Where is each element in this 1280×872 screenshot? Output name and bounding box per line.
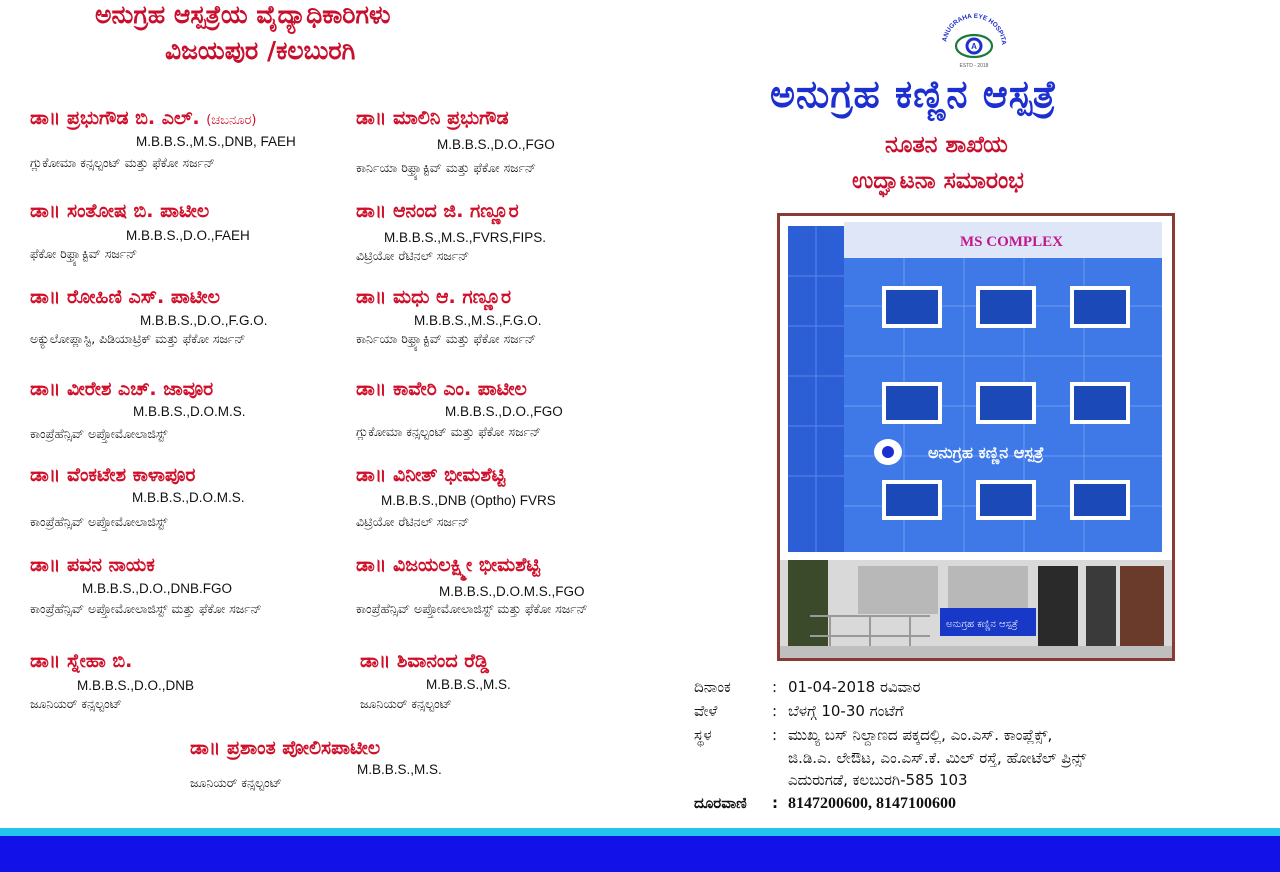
hospital-logo [940,10,1008,70]
doctor-degree: M.B.B.S.,M.S. [357,762,442,777]
doctor-name: ಡಾ॥ ವೀರೇಶ ಎಚ್. ಜಾವೂರ [30,378,214,400]
doctor-note: (ಚಬನೂರ) [206,113,257,128]
doctor-role: ಕಾಂಪ್ರೆಹೆನ್ಸಿವ್ ಅಪ್ತೋಮೋಲಾಜಿಸ್ಟ್ ಮತ್ತು ಫೆಕೋ ಸರ್ಜನ್ [356,601,588,616]
staff-heading: ಅನುಗ್ರಹ ಆಸ್ಪತ್ರೆಯ ವೈದ್ಯಾಧಿಕಾರಿಗಳು [95,0,391,29]
doctor-role: ಕಾಂಪ್ರೆಹೆನ್ಸಿವ್ ಅಪ್ತೋಮೋಲಾಜಿಸ್ಟ್ [30,514,168,529]
doctor-role: ಫೆಕೋ ರಿಫ್ರ್ಯಾಕ್ಟಿವ್ ಸರ್ಜನ್ [30,246,138,261]
doctor-role: ಗ್ಲುಕೋಮಾ ಕನ್ಸಲ್ಟಂಟ್ ಮತ್ತು ಫೆಕೋ ಸರ್ಜನ್ [356,424,541,439]
ground-hospital-sign: ಅನುಗ್ರಹ ಕಣ್ಣಿನ ಆಸ್ಪತ್ರೆ [946,619,1018,630]
ms-complex-sign: MS COMPLEX [960,234,1063,250]
svg-text:A: A [971,42,977,51]
doctor-degree: M.B.B.S.,M.S.,DNB, FAEH [136,134,296,149]
doctor-degree: M.B.B.S.,DNB (Optho) FVRS [381,493,556,508]
doctor-entry [356,554,588,616]
new-branch-title: ನೂತನ ಶಾಖೆಯ [885,132,1008,158]
doctor-name: ಡಾ॥ ವೆಂಕಟೇಶ ಕಾಳಾಪೂರ [30,464,196,486]
doctor-entry [360,650,511,711]
doctor-name: ಡಾ॥ ಆನಂದ ಜಿ. ಗಣ್ಣೂರ [356,200,519,222]
doctor-name: ಡಾ॥ ಪ್ರಭುಗೌಡ ಬಿ. ಎಲ್. (ಚಬನೂರ) [30,107,257,129]
doctor-degree: M.B.B.S.,D.O.,DNB.FGO [82,581,233,596]
doctor-degree: M.B.B.S.,D.O.,DNB [77,678,195,693]
hospital-name: ಅನುಗ್ರಹ ಕಣ್ಣಿನ ಆಸ್ಪತ್ರೆ [770,72,1058,116]
time-label: ವೇಳೆ [694,702,718,720]
doctor-role: ಜೂನಿಯರ್ ಕನ್ಸಲ್ಟಂಟ್ [190,775,282,790]
doctor-entry [30,554,262,616]
doctor-degree: M.B.B.S.,M.S.,F.G.O. [414,313,542,328]
doctor-degree: M.B.B.S.,D.O.M.S. [133,404,246,419]
doctor-entry [30,107,296,170]
doctor-role: ಕಾರ್ನಿಯಾ ರಿಫ್ರ್ಯಾಕ್ಟಿವ್ ಮತ್ತು ಫೆಕೋ ಸರ್ಜನ್ [356,331,537,346]
doctor-name: ಡಾ॥ ರೋಹಿಣಿ ಎಸ್. ಪಾಟೀಲ [30,286,220,308]
doctor-role: ಕಾರ್ನಿಯಾ ರಿಫ್ರ್ಯಾಕ್ಟಿವ್ ಮತ್ತು ಫೆಕೋ ಸರ್ಜನ್ [356,160,537,175]
doctor-entry [30,286,268,346]
doctor-name: ಡಾ॥ ಪ್ರಶಾಂತ ಪೋಲಿಸಪಾಟೀಲ [190,737,381,759]
doctor-degree: M.B.B.S.,D.O.M.S.,FGO [439,584,585,599]
doctor-role: ಜೂನಿಯರ್ ಕನ್ಸಲ್ಟಂಟ್ [30,696,122,711]
doctor-degree: M.B.B.S.,D.O.,FGO [437,137,555,152]
doctor-role: ಅಕ್ಯುಲೋಪ್ಲಾಸ್ಟಿ, ಪಿಡಿಯಾಟ್ರಿಕ್ ಮತ್ತು ಫೆಕೋ ಸರ್ಜನ್ [30,331,246,346]
place-label: ಸ್ಥಳ [694,726,712,744]
doctor-entry [190,737,442,790]
phone-value: 8147200600, 8147100600 [788,795,956,812]
inauguration-title: ಉದ್ಘಾಟನಾ ಸಮಾರಂಭ [852,168,1024,194]
doctor-name: ಡಾ॥ ಮಾಲಿನಿ ಪ್ರಭುಗೌಡ [356,107,509,129]
facade-hospital-sign: ಅನುಗ್ರಹ ಕಣ್ಣಿನ ಆಸ್ಪತ್ರೆ [928,443,1044,462]
event-time-row: ವೇಳೆ : ಬೆಳಗ್ಗೆ 10-30 ಗಂಟೆಗೆ [694,702,904,720]
logo-estd-text: ESTD - 2018 [959,63,989,69]
doctor-role: ವಿಟ್ರಿಯೋ ರೆಟಿನಲ್ ಸರ್ಜನ್ [356,514,470,529]
doctor-entry [356,378,563,439]
doctor-name: ಡಾ॥ ಮಧು ಆ. ಗಣ್ಣೂರ [356,286,511,308]
doctor-degree: M.B.B.S.,M.S. [426,677,511,692]
time-value: ಬೆಳಗ್ಗೆ 10-30 ಗಂಟೆಗೆ [788,702,904,720]
footer-band [0,836,1280,872]
doctor-entry [356,286,542,346]
date-label: ದಿನಾಂಕ [694,678,731,696]
phone-label: ದೂರವಾಣಿ [694,794,747,812]
doctor-degree: M.B.B.S.,D.O.,F.G.O. [140,313,268,328]
building-photo [777,213,1175,661]
doctor-entry [30,464,245,529]
date-value: 01-04-2018 ರವಿವಾರ [788,678,921,696]
doctor-name: ಡಾ॥ ಸಂತೋಷ ಬಿ. ಪಾಟೀಲ [30,200,210,222]
footer-stripe [0,828,1280,836]
doctor-entry [356,464,556,529]
doctor-name: ಡಾ॥ ಸ್ನೇಹಾ ಬಿ. [30,650,133,672]
doctor-name: ಡಾ॥ ಪವನ ನಾಯಕ [30,554,155,576]
doctor-role: ವಿಟ್ರಿಯೋ ರೆಟಿನಲ್ ಸರ್ಜನ್ [356,248,470,263]
svg-text:ANUGRAHA EYE HOSPITAL: ANUGRAHA EYE HOSPITA [941,12,1008,46]
doctor-degree: M.B.B.S.,D.O.M.S. [132,490,245,505]
doctor-degree: M.B.B.S.,D.O.,FAEH [126,228,250,243]
doctor-entry [30,650,195,711]
doctor-name: ಡಾ॥ ವಿನೀತ್ ಭೀಮಶೆಟ್ಟಿ [356,464,506,486]
doctor-role: ಕಾಂಪ್ರೆಹೆನ್ಸಿವ್ ಅಪ್ತೋಮೋಲಾಜಿಸ್ಟ್ [30,426,168,441]
event-phone-row: ದೂರವಾಣಿ : 8147200600, 8147100600 [694,794,956,812]
doctor-entry [30,200,250,261]
doctor-entry [356,200,547,263]
doctor-role: ಕಾಂಪ್ರೆಹೆನ್ಸಿವ್ ಅಪ್ತೋಮೋಲಾಜಿಸ್ಟ್ ಮತ್ತು ಫೆಕೋ ಸರ್ಜನ್ [30,601,262,616]
staff-location-heading: ವಿಜಯಪುರ /ಕಲಬುರಗಿ [165,36,356,65]
doctor-name: ಡಾ॥ ಕಾವೇರಿ ಎಂ. ಪಾಟೀಲ [356,378,527,400]
event-place-row: ಸ್ಥಳ : ಮುಖ್ಯ ಬಸ್ ನಿಲ್ದಾಣದ ಪಕ್ಕದಲ್ಲಿ, ಎಂ.ಎಸ್. ಕಾಂಪ್ಲೆಕ್ಸ್, [694,726,1053,744]
doctor-entry [356,107,555,175]
doctor-role: ಗ್ಲುಕೋಮಾ ಕನ್ಸಲ್ಟಂಟ್ ಮತ್ತು ಫೆಕೋ ಸರ್ಜನ್ [30,155,215,170]
event-date-row: ದಿನಾಂಕ : 01-04-2018 ರವಿವಾರ [694,678,921,696]
doctor-name: ಡಾ॥ ವಿಜಯಲಕ್ಷ್ಮೀ ಭೀಮಶೆಟ್ಟಿ [356,554,541,576]
doctor-name: ಡಾ॥ ಶಿವಾನಂದ ರೆಡ್ಡಿ [360,650,490,672]
doctor-entry [30,378,246,441]
event-place-line3: ಎದುರುಗಡೆ, ಕಲಬುರಗಿ-585 103 [788,771,968,789]
doctor-role: ಜೂನಿಯರ್ ಕನ್ಸಲ್ಟಂಟ್ [360,696,452,711]
event-place-line2: ಜಿ.ಡಿ.ಎ. ಲೇಔಟ, ಎಂ.ಎಸ್.ಕೆ. ಮಿಲ್ ರಸ್ತೆ, ಹೋಟೆಲ್ ಪ್ರಿನ್ಸ್ [788,749,1087,767]
place-line1: ಮುಖ್ಯ ಬಸ್ ನಿಲ್ದಾಣದ ಪಕ್ಕದಲ್ಲಿ, ಎಂ.ಎಸ್. ಕಾಂಪ್ಲೆಕ್ಸ್, [788,726,1053,744]
doctor-degree: M.B.B.S.,M.S.,FVRS,FIPS. [384,230,547,245]
doctor-degree: M.B.B.S.,D.O.,FGO [445,404,563,419]
